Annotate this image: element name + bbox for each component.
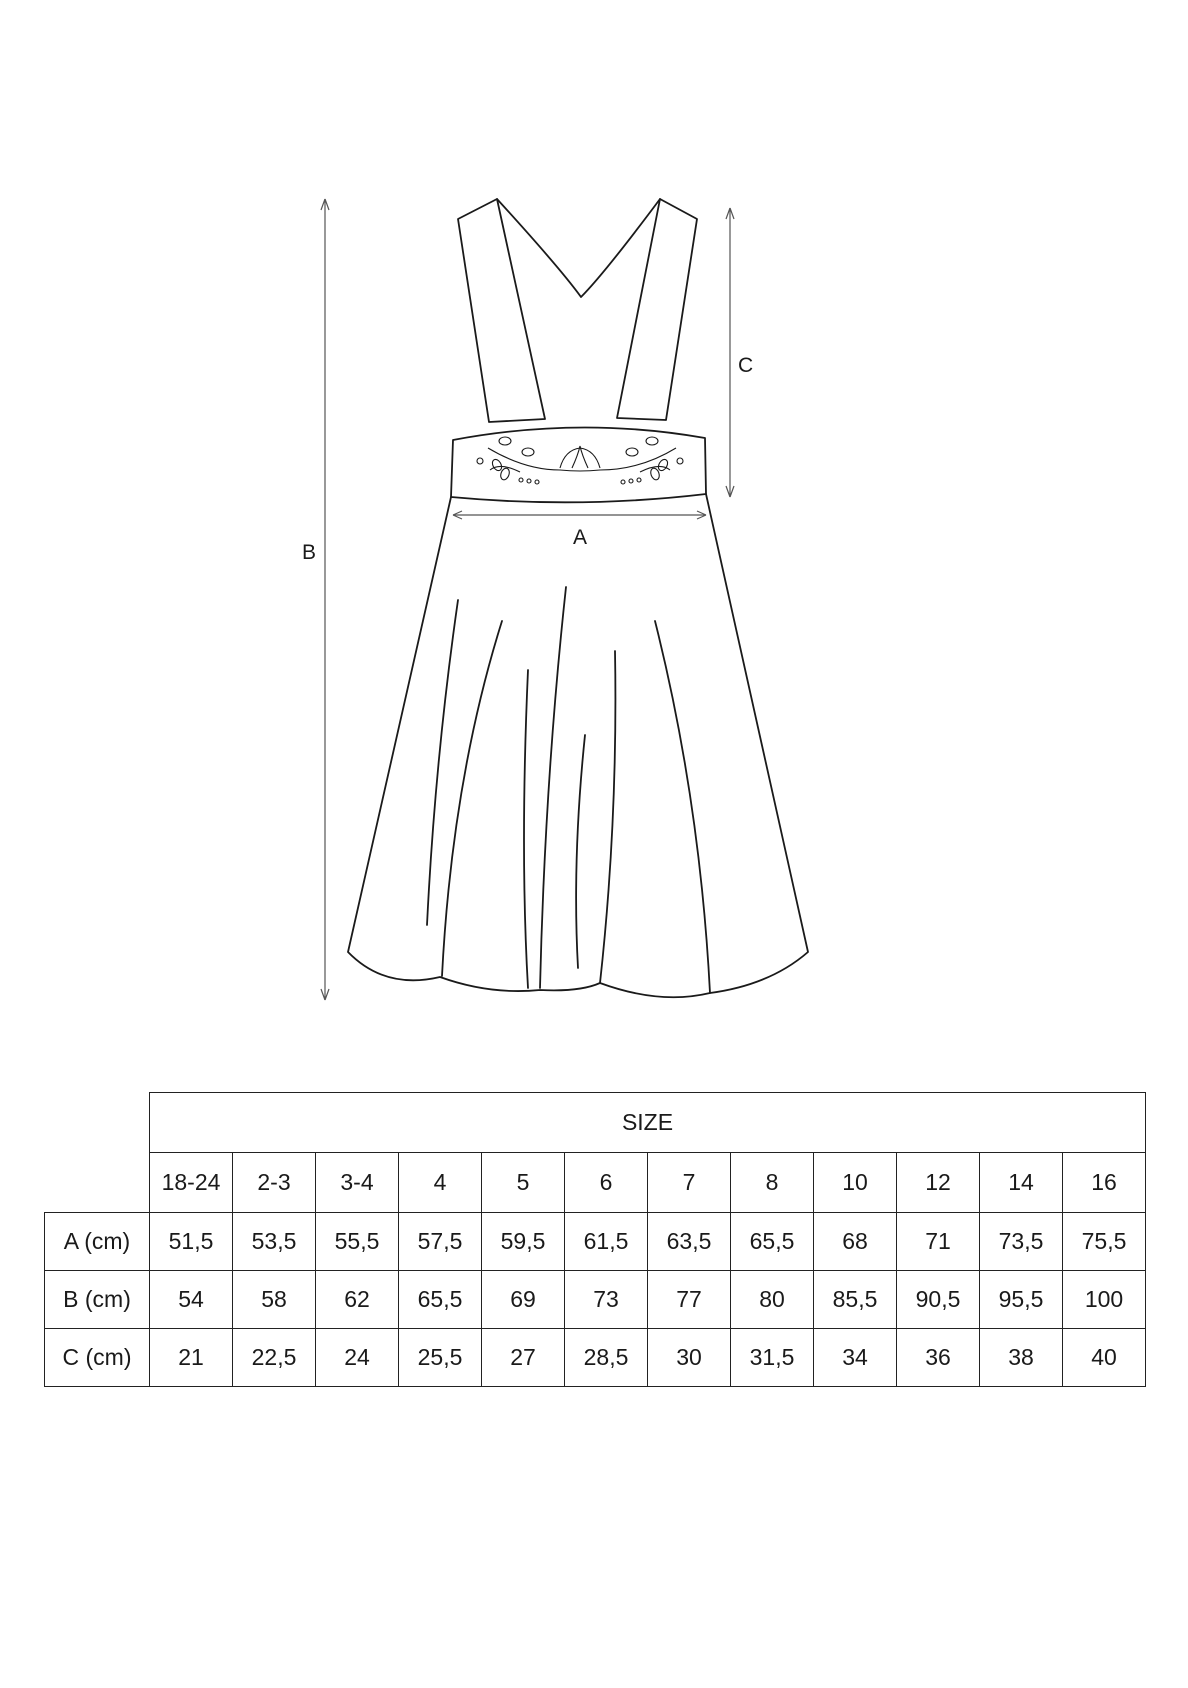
measurement-value: 85,5 bbox=[814, 1271, 897, 1329]
right-strap bbox=[617, 199, 697, 420]
size-chart-table bbox=[44, 1092, 1146, 1387]
measurement-value: 77 bbox=[648, 1271, 731, 1329]
measurement-value: 38 bbox=[980, 1329, 1063, 1387]
measurement-value: 69 bbox=[482, 1271, 565, 1329]
measurement-value: 73,5 bbox=[980, 1213, 1063, 1271]
size-column-header: 2-3 bbox=[233, 1153, 316, 1213]
measurement-value: 100 bbox=[1063, 1271, 1146, 1329]
measurement-label: A (cm) bbox=[45, 1213, 150, 1271]
measurement-row bbox=[45, 1329, 1146, 1387]
measurement-value: 62 bbox=[316, 1271, 399, 1329]
measurement-row bbox=[45, 1271, 1146, 1329]
measurement-value: 54 bbox=[150, 1271, 233, 1329]
size-header: SIZE bbox=[150, 1093, 1146, 1153]
dimension-b-label: B bbox=[302, 541, 317, 564]
dimension-c-label: C bbox=[738, 354, 754, 377]
measurement-value: 63,5 bbox=[648, 1213, 731, 1271]
size-column-header: 6 bbox=[565, 1153, 648, 1213]
measurement-label: B (cm) bbox=[45, 1271, 150, 1329]
measurement-value: 65,5 bbox=[731, 1213, 814, 1271]
measurement-value: 30 bbox=[648, 1329, 731, 1387]
size-column-header: 18-24 bbox=[150, 1153, 233, 1213]
measurement-value: 57,5 bbox=[399, 1213, 482, 1271]
measurement-value: 58 bbox=[233, 1271, 316, 1329]
measurement-value: 53,5 bbox=[233, 1213, 316, 1271]
skirt-fold bbox=[576, 735, 585, 968]
skirt-fold bbox=[655, 621, 710, 993]
measurement-label: C (cm) bbox=[45, 1329, 150, 1387]
measurement-value: 73 bbox=[565, 1271, 648, 1329]
neckline bbox=[497, 199, 660, 297]
size-column-header: 8 bbox=[731, 1153, 814, 1213]
size-column-header: 4 bbox=[399, 1153, 482, 1213]
skirt-fold bbox=[600, 651, 615, 983]
measurement-value: 22,5 bbox=[233, 1329, 316, 1387]
measurement-value: 95,5 bbox=[980, 1271, 1063, 1329]
measurement-value: 80 bbox=[731, 1271, 814, 1329]
measurement-value: 65,5 bbox=[399, 1271, 482, 1329]
skirt-fold bbox=[442, 621, 502, 976]
measurement-value: 59,5 bbox=[482, 1213, 565, 1271]
size-column-header: 5 bbox=[482, 1153, 565, 1213]
measurement-value: 34 bbox=[814, 1329, 897, 1387]
measurement-value: 68 bbox=[814, 1213, 897, 1271]
measurement-value: 36 bbox=[897, 1329, 980, 1387]
sizes-row bbox=[45, 1153, 1146, 1213]
skirt-fold bbox=[524, 670, 528, 988]
size-column-header: 10 bbox=[814, 1153, 897, 1213]
size-column-header: 12 bbox=[897, 1153, 980, 1213]
measurement-value: 75,5 bbox=[1063, 1213, 1146, 1271]
embroidery bbox=[477, 437, 683, 484]
left-strap bbox=[458, 199, 545, 422]
measurement-value: 71 bbox=[897, 1213, 980, 1271]
measurement-value: 61,5 bbox=[565, 1213, 648, 1271]
measurement-value: 21 bbox=[150, 1329, 233, 1387]
size-column-header: 16 bbox=[1063, 1153, 1146, 1213]
measurement-value: 51,5 bbox=[150, 1213, 233, 1271]
measurement-row bbox=[45, 1213, 1146, 1271]
measurement-value: 40 bbox=[1063, 1329, 1146, 1387]
measurement-value: 27 bbox=[482, 1329, 565, 1387]
measurement-value: 25,5 bbox=[399, 1329, 482, 1387]
skirt-outline bbox=[348, 494, 808, 997]
dimension-a-label: A bbox=[573, 526, 588, 549]
size-column-header: 7 bbox=[648, 1153, 731, 1213]
skirt-fold bbox=[427, 600, 458, 925]
skirt-fold bbox=[540, 587, 566, 988]
size-column-header: 3-4 bbox=[316, 1153, 399, 1213]
measurement-value: 28,5 bbox=[565, 1329, 648, 1387]
measurement-value: 90,5 bbox=[897, 1271, 980, 1329]
size-header-row bbox=[45, 1093, 1146, 1153]
size-column-header: 14 bbox=[980, 1153, 1063, 1213]
measurement-value: 24 bbox=[316, 1329, 399, 1387]
measurement-value: 55,5 bbox=[316, 1213, 399, 1271]
measurement-value: 31,5 bbox=[731, 1329, 814, 1387]
